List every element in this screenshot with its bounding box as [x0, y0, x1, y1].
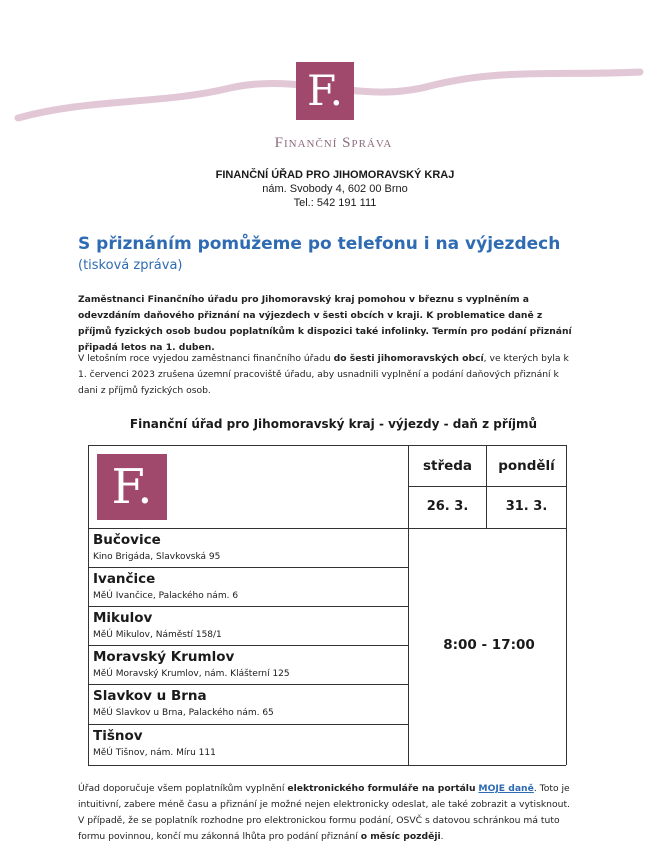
date-1: 26. 3.	[426, 499, 469, 514]
office-block	[200, 168, 470, 210]
location-address: MěÚ Slavkov u Brna, Palackého nám. 65	[93, 708, 274, 718]
day-wednesday: středa	[422, 458, 473, 474]
office-name: FINANČNÍ ÚŘAD PRO JIHOMORAVSKÝ KRAJ	[215, 169, 455, 181]
footer-bold-a: elektronického formuláře na portálu	[287, 783, 476, 794]
location-address: MěÚ Tišnov, nám. Míru 111	[93, 748, 216, 758]
footer-paragraph	[78, 781, 578, 845]
subhead: (tisková zpráva)	[78, 258, 183, 273]
footer-text-a: Úřad doporučuje všem poplatníkům vyplnění	[78, 783, 288, 794]
paragraph-2	[78, 351, 578, 399]
location-address: MěÚ Moravský Krumlov, nám. Klášterní 125	[93, 669, 290, 679]
location-address: MěÚ Ivančice, Palackého nám. 6	[93, 591, 239, 601]
date-2: 31. 3.	[505, 499, 548, 514]
location-name: Tišnov	[93, 728, 143, 744]
footer-text-b: . Toto je intuitivní, zabere méně času a přiznání je možné nejen elektronicky odeslat, ale také zobrazit a vytisknout. V případě, že se poplatník rozhodne pro elektronickou formu podání, OSVČ s datovou schránkou má tuto formu povinnou, končí mu zákonná lhůta pro podání přiznání	[78, 783, 570, 842]
day-monday: pondělí	[498, 458, 555, 474]
office-phone: Tel.: 542 191 111	[293, 197, 377, 209]
headline: S přiznáním pomůžeme po telefonu i na výjezdech	[78, 234, 561, 254]
table-logo: F.	[97, 454, 167, 520]
p2-text-b: , ve kterých byla k 1. červenci 2023 zrušena územní pracoviště úřadu, aby usnadnili vyplnění a podání daňových přiznání k dani z příjmů fyzických osob.	[78, 353, 569, 396]
p2-text-a: V letošním roce vyjedou zaměstnanci finančního úřadu	[78, 353, 334, 364]
p2-bold: do šesti jihomoravských obcí	[333, 353, 484, 364]
office-hours: 8:00 - 17:00	[443, 637, 535, 653]
moje-dane-link[interactable]: MOJE daně	[478, 783, 534, 794]
location-address: MěÚ Mikulov, Náměstí 158/1	[93, 630, 222, 640]
location-name: Moravský Krumlov	[93, 649, 235, 665]
location-name: Mikulov	[93, 610, 153, 626]
location-name: Slavkov u Brna	[93, 688, 207, 704]
footer-bold-b: o měsíc později	[360, 831, 441, 842]
location-address: Kino Brigáda, Slavkovská 95	[93, 552, 221, 562]
office-address: nám. Svobody 4, 602 00 Brno	[262, 183, 408, 195]
schedule-title: Finanční úřad pro Jihomoravský kraj - výjezdy - daň z příjmů	[129, 417, 538, 431]
location-name: Bučovice	[93, 532, 161, 548]
lead-paragraph: Zaměstnanci Finančního úřadu pro Jihomoravský kraj pomohou v březnu s vyplněním a odevzdáním daňového přiznání na výjezdech v šesti obcích v kraji. K problematice daně z příjmů fyzických osob budou poplatníkům k dispozici také infolinky. Termín pro podání přiznání připadá letos na 1. duben.	[78, 294, 572, 353]
brand-name: Finanční Správa	[274, 135, 393, 151]
footer-text-c: .	[440, 831, 444, 842]
logo: F.	[296, 62, 354, 120]
location-name: Ivančice	[93, 571, 156, 587]
